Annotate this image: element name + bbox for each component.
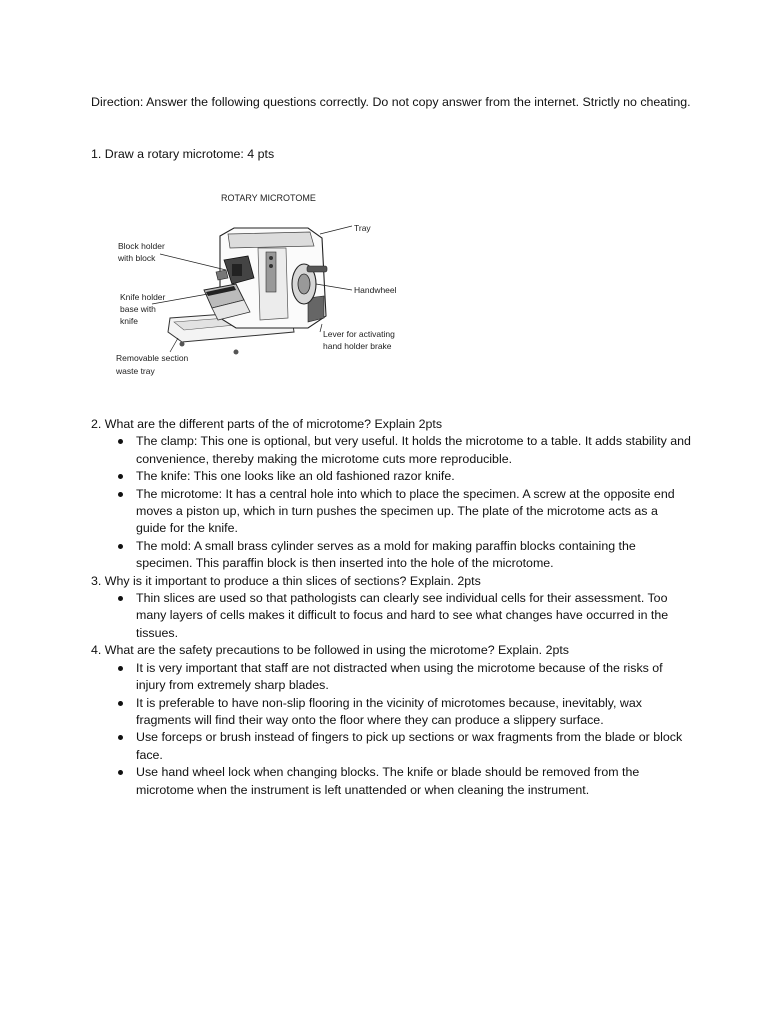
- question-2-heading: 2. What are the different parts of the of microtome? Explain 2pts: [91, 417, 443, 431]
- list-item: Use forceps or brush instead of fingers to pick up sections or wax fragments from the blade or block face.: [91, 729, 691, 764]
- label-knife-holder-1: Knife holder: [120, 292, 166, 302]
- microtome-illustration: [108, 186, 428, 382]
- label-lever-2: hand holder brake: [323, 341, 392, 351]
- label-knife-holder-2: base with: [120, 304, 156, 314]
- label-tray: Tray: [354, 223, 371, 233]
- label-lever-1: Lever for activating: [323, 329, 395, 339]
- list-item: The microtome: It has a central hole into which to place the specimen. A screw at the opposite end moves a piston up, which in turn pushes the specimen up. The plate of the microtome acts as a guide for the knife.: [91, 486, 691, 538]
- label-waste-tray-2: waste tray: [116, 366, 155, 376]
- list-item: The mold: A small brass cylinder serves as a mold for making paraffin blocks containing the specimen. This paraffin block is then inserted into the hole of the microtome.: [91, 538, 691, 573]
- label-block-holder-1: Block holder: [118, 241, 165, 251]
- foot: [180, 342, 185, 347]
- foot: [234, 350, 239, 355]
- handwheel-handle: [307, 266, 327, 272]
- figure-title: ROTARY MICROTOME: [221, 193, 316, 203]
- label-handwheel: Handwheel: [354, 285, 397, 295]
- question-3-list: [91, 590, 691, 642]
- question-1: 1. Draw a rotary microtome: 4 pts: [91, 147, 275, 161]
- list-item: The clamp: This one is optional, but very useful. It holds the microtome to a table. It adds stability and convenience, thereby making the microtome cuts more reproducible.: [91, 433, 691, 468]
- top-tray: [228, 232, 314, 248]
- question-2-list: [91, 433, 691, 572]
- list-item: It is preferable to have non-slip flooring in the vicinity of microtomes because, inevitably, wax fragments will find their way onto the floor where they can produce a slippery surface.: [91, 695, 691, 730]
- direction-text: Direction: Answer the following questions correctly. Do not copy answer from the internet. Strictly no cheating.: [91, 95, 691, 109]
- question-4-heading: 4. What are the safety precautions to be followed in using the microtome? Explain. 2pts: [91, 643, 569, 658]
- questions-section: [91, 416, 691, 799]
- label-knife-holder-3: knife: [120, 316, 138, 326]
- list-item: The knife: This one looks like an old fashioned razor knife.: [91, 468, 691, 485]
- label-waste-tray-1: Removable section: [116, 353, 189, 363]
- question-4-list: [91, 660, 691, 799]
- question-3-heading: 3. Why is it important to produce a thin slices of sections? Explain. 2pts: [91, 573, 481, 588]
- rotary-microtome-figure: [108, 186, 428, 382]
- list-item: It is very important that staff are not distracted when using the microtome because of the risks of injury from extremely sharp blades.: [91, 660, 691, 695]
- list-item: Use hand wheel lock when changing blocks. The knife or blade should be removed from the microtome when the instrument is left unattended or when cleaning the instrument.: [91, 764, 691, 799]
- label-block-holder-2: with block: [118, 253, 156, 263]
- list-item: Thin slices are used so that pathologists can clearly see individual cells for their assessment. Too many layers of cells makes it difficult to focus and hard to see what changes have occurred in the tissues.: [91, 590, 691, 642]
